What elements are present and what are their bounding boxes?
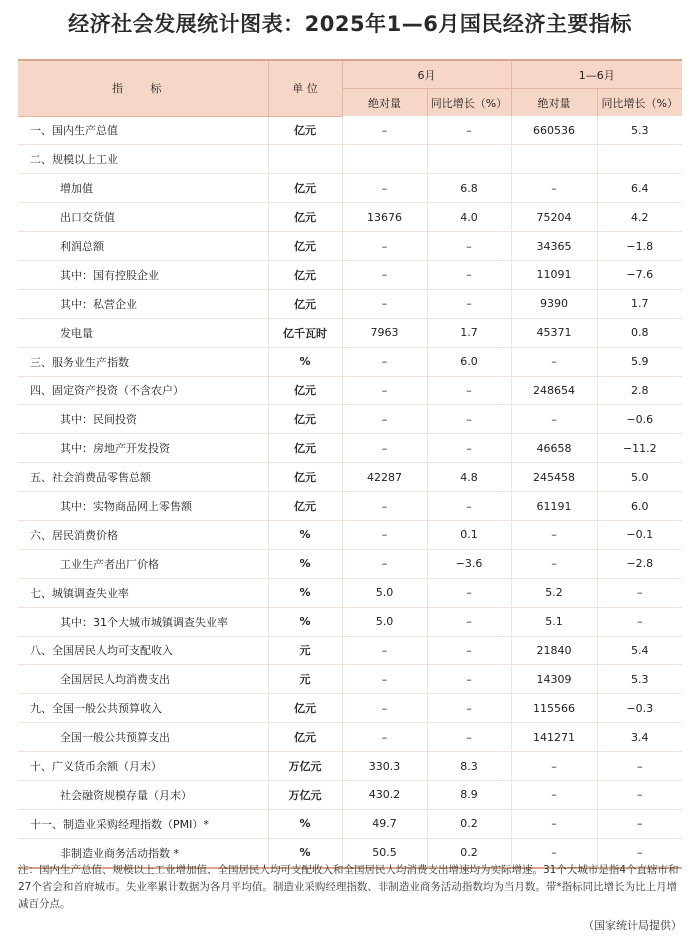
indicator-name: 增加值 — [18, 174, 268, 203]
indicator-name: 五、社会消费品零售总额 — [18, 463, 268, 492]
june-yoy-cell: – — [427, 723, 511, 752]
june-yoy-cell: – — [427, 607, 511, 636]
header-june-yoy: 同比增长（%） — [427, 89, 511, 117]
june-absolute-cell: – — [342, 174, 427, 203]
jan-jun-absolute-cell: 245458 — [511, 463, 597, 492]
table-row — [18, 694, 682, 723]
indicator-name: 三、服务业生产指数 — [18, 347, 268, 376]
indicator-name: 六、居民消费价格 — [18, 520, 268, 549]
june-absolute-cell: – — [342, 549, 427, 578]
jan-jun-yoy-cell — [597, 145, 682, 174]
indicator-name: 非制造业商务活动指数 * — [18, 838, 268, 867]
june-absolute-cell: – — [342, 232, 427, 261]
jan-jun-absolute-cell: 141271 — [511, 723, 597, 752]
june-absolute-cell: – — [342, 116, 427, 145]
june-absolute-cell: – — [342, 636, 427, 665]
table-row — [18, 607, 682, 636]
indicator-name: 其中：私营企业 — [18, 289, 268, 318]
jan-jun-absolute-cell: – — [511, 174, 597, 203]
unit-cell: 亿元 — [268, 405, 342, 434]
unit-cell — [268, 145, 342, 174]
june-absolute-cell — [342, 145, 427, 174]
jan-jun-absolute-cell: 46658 — [511, 434, 597, 463]
unit-cell: 万亿元 — [268, 752, 342, 781]
unit-cell: % — [268, 578, 342, 607]
jan-jun-yoy-cell: −2.8 — [597, 549, 682, 578]
june-yoy-cell: −3.6 — [427, 549, 511, 578]
jan-jun-absolute-cell: 61191 — [511, 492, 597, 521]
indicator-table — [18, 61, 682, 869]
unit-cell: 亿元 — [268, 723, 342, 752]
table-row — [18, 347, 682, 376]
june-yoy-cell: – — [427, 434, 511, 463]
jan-jun-absolute-cell: 21840 — [511, 636, 597, 665]
header-indicator: 指 标 — [18, 61, 268, 116]
unit-cell: % — [268, 607, 342, 636]
indicator-name: 八、全国居民人均可支配收入 — [18, 636, 268, 665]
unit-cell: % — [268, 809, 342, 838]
jan-jun-absolute-cell: 11091 — [511, 260, 597, 289]
indicator-name: 其中：实物商品网上零售额 — [18, 492, 268, 521]
june-absolute-cell: 13676 — [342, 203, 427, 232]
table-row — [18, 174, 682, 203]
june-yoy-cell: 4.0 — [427, 203, 511, 232]
indicator-name: 全国居民人均消费支出 — [18, 665, 268, 694]
jan-jun-yoy-cell: −0.6 — [597, 405, 682, 434]
jan-jun-yoy-cell: 3.4 — [597, 723, 682, 752]
jan-jun-yoy-cell: – — [597, 809, 682, 838]
june-absolute-cell: 7963 — [342, 318, 427, 347]
table-row — [18, 809, 682, 838]
jan-jun-absolute-cell: 115566 — [511, 694, 597, 723]
header-unit: 单 位 — [268, 61, 342, 116]
header-june-absolute: 绝对量 — [342, 89, 427, 117]
june-yoy-cell: – — [427, 260, 511, 289]
june-yoy-cell: – — [427, 405, 511, 434]
table-row — [18, 203, 682, 232]
june-yoy-cell: – — [427, 376, 511, 405]
june-yoy-cell: 0.2 — [427, 838, 511, 867]
june-absolute-cell: 42287 — [342, 463, 427, 492]
unit-cell: 元 — [268, 665, 342, 694]
table-row — [18, 376, 682, 405]
june-yoy-cell: 1.7 — [427, 318, 511, 347]
header-june: 6月 — [342, 61, 511, 89]
indicator-name: 出口交货值 — [18, 203, 268, 232]
table-row — [18, 232, 682, 261]
unit-cell: 亿元 — [268, 116, 342, 145]
jan-jun-yoy-cell: 5.9 — [597, 347, 682, 376]
june-yoy-cell: 0.2 — [427, 809, 511, 838]
jan-jun-yoy-cell: 6.0 — [597, 492, 682, 521]
unit-cell: 万亿元 — [268, 780, 342, 809]
june-yoy-cell: – — [427, 289, 511, 318]
table-row — [18, 463, 682, 492]
table-body — [18, 116, 682, 868]
table-row — [18, 145, 682, 174]
june-yoy-cell: – — [427, 665, 511, 694]
june-absolute-cell: – — [342, 376, 427, 405]
footnote: 注：国内生产总值、规模以上工业增加值、全国居民人均可支配收入和全国居民人均消费支出增速均为实际增速。31个大城市是指4个直辖市和27个省会和首府城市。失业率累计数据为各月平均值。制造业采购经理指数、非制造业商务活动指数均为当月数。带*指标同比增长为比上月增减百分点。 — [18, 864, 679, 910]
indicator-name: 其中：国有控股企业 — [18, 260, 268, 289]
june-absolute-cell: – — [342, 492, 427, 521]
june-yoy-cell: 6.0 — [427, 347, 511, 376]
june-absolute-cell: 5.0 — [342, 607, 427, 636]
jan-jun-absolute-cell: 5.2 — [511, 578, 597, 607]
jan-jun-absolute-cell: – — [511, 520, 597, 549]
header-jan-jun: 1—6月 — [511, 61, 682, 89]
jan-jun-absolute-cell: 5.1 — [511, 607, 597, 636]
june-absolute-cell: – — [342, 405, 427, 434]
table-row — [18, 520, 682, 549]
june-yoy-cell: – — [427, 578, 511, 607]
unit-cell: 亿元 — [268, 203, 342, 232]
table-row — [18, 780, 682, 809]
table-row — [18, 752, 682, 781]
june-absolute-cell: 430.2 — [342, 780, 427, 809]
table-row — [18, 636, 682, 665]
jan-jun-absolute-cell: 248654 — [511, 376, 597, 405]
jan-jun-absolute-cell: 660536 — [511, 116, 597, 145]
unit-cell: 元 — [268, 636, 342, 665]
indicator-name: 十、广义货币余额（月末） — [18, 752, 268, 781]
indicator-name: 利润总额 — [18, 232, 268, 261]
june-absolute-cell: – — [342, 694, 427, 723]
jan-jun-yoy-cell: – — [597, 607, 682, 636]
unit-cell: 亿元 — [268, 434, 342, 463]
jan-jun-absolute-cell: 75204 — [511, 203, 597, 232]
header-jan-jun-absolute: 绝对量 — [511, 89, 597, 117]
june-absolute-cell: 5.0 — [342, 578, 427, 607]
table-row — [18, 405, 682, 434]
unit-cell: % — [268, 838, 342, 867]
unit-cell: % — [268, 347, 342, 376]
jan-jun-yoy-cell: −0.1 — [597, 520, 682, 549]
jan-jun-yoy-cell: −7.6 — [597, 260, 682, 289]
table-header — [18, 61, 682, 116]
jan-jun-yoy-cell: 0.8 — [597, 318, 682, 347]
jan-jun-yoy-cell: 5.4 — [597, 636, 682, 665]
unit-cell: 亿元 — [268, 492, 342, 521]
jan-jun-yoy-cell: – — [597, 838, 682, 867]
indicator-name: 七、城镇调查失业率 — [18, 578, 268, 607]
table-row — [18, 665, 682, 694]
indicator-name: 全国一般公共预算支出 — [18, 723, 268, 752]
unit-cell: 亿元 — [268, 232, 342, 261]
jan-jun-absolute-cell: – — [511, 549, 597, 578]
june-absolute-cell: – — [342, 289, 427, 318]
jan-jun-absolute-cell: – — [511, 838, 597, 867]
table-row — [18, 492, 682, 521]
jan-jun-absolute-cell: – — [511, 405, 597, 434]
unit-cell: 亿千瓦时 — [268, 318, 342, 347]
indicator-name: 发电量 — [18, 318, 268, 347]
jan-jun-absolute-cell: – — [511, 809, 597, 838]
indicator-name: 其中：房地产开发投资 — [18, 434, 268, 463]
jan-jun-yoy-cell: 5.0 — [597, 463, 682, 492]
june-yoy-cell: 4.8 — [427, 463, 511, 492]
june-yoy-cell: – — [427, 116, 511, 145]
indicator-name: 工业生产者出厂价格 — [18, 549, 268, 578]
june-yoy-cell — [427, 145, 511, 174]
june-absolute-cell: – — [342, 347, 427, 376]
june-absolute-cell: – — [342, 520, 427, 549]
jan-jun-yoy-cell: 4.2 — [597, 203, 682, 232]
unit-cell: 亿元 — [268, 260, 342, 289]
jan-jun-absolute-cell: – — [511, 780, 597, 809]
unit-cell: % — [268, 549, 342, 578]
indicator-name: 其中：民间投资 — [18, 405, 268, 434]
june-absolute-cell: 330.3 — [342, 752, 427, 781]
header-jan-jun-yoy: 同比增长（%） — [597, 89, 682, 117]
june-absolute-cell: – — [342, 665, 427, 694]
june-yoy-cell: 0.1 — [427, 520, 511, 549]
indicator-name: 十一、制造业采购经理指数（PMI）* — [18, 809, 268, 838]
source-credit: （国家统计局提供） — [583, 919, 682, 932]
jan-jun-absolute-cell: 9390 — [511, 289, 597, 318]
unit-cell: % — [268, 520, 342, 549]
june-yoy-cell: 6.8 — [427, 174, 511, 203]
jan-jun-yoy-cell: 2.8 — [597, 376, 682, 405]
jan-jun-yoy-cell: – — [597, 780, 682, 809]
jan-jun-yoy-cell: – — [597, 752, 682, 781]
jan-jun-absolute-cell: – — [511, 347, 597, 376]
june-absolute-cell: 49.7 — [342, 809, 427, 838]
jan-jun-yoy-cell: −1.8 — [597, 232, 682, 261]
indicator-name: 九、全国一般公共预算收入 — [18, 694, 268, 723]
jan-jun-yoy-cell: 5.3 — [597, 116, 682, 145]
jan-jun-yoy-cell: 5.3 — [597, 665, 682, 694]
table-row — [18, 260, 682, 289]
jan-jun-absolute-cell — [511, 145, 597, 174]
table-row — [18, 318, 682, 347]
june-absolute-cell: – — [342, 260, 427, 289]
table-row — [18, 289, 682, 318]
jan-jun-yoy-cell: −11.2 — [597, 434, 682, 463]
june-yoy-cell: – — [427, 636, 511, 665]
indicator-name: 二、规模以上工业 — [18, 145, 268, 174]
indicator-name: 其中：31个大城市城镇调查失业率 — [18, 607, 268, 636]
jan-jun-absolute-cell: 45371 — [511, 318, 597, 347]
table-row — [18, 116, 682, 145]
jan-jun-yoy-cell: 6.4 — [597, 174, 682, 203]
june-yoy-cell: – — [427, 232, 511, 261]
june-yoy-cell: 8.3 — [427, 752, 511, 781]
unit-cell: 亿元 — [268, 463, 342, 492]
indicator-name: 一、国内生产总值 — [18, 116, 268, 145]
table-row — [18, 723, 682, 752]
jan-jun-absolute-cell: – — [511, 752, 597, 781]
unit-cell: 亿元 — [268, 289, 342, 318]
june-yoy-cell: – — [427, 694, 511, 723]
table-row — [18, 549, 682, 578]
june-absolute-cell: – — [342, 434, 427, 463]
june-absolute-cell: – — [342, 723, 427, 752]
indicator-name: 社会融资规模存量（月末） — [18, 780, 268, 809]
jan-jun-yoy-cell: −0.3 — [597, 694, 682, 723]
jan-jun-yoy-cell: 1.7 — [597, 289, 682, 318]
page-title: 经济社会发展统计图表：2025年1—6月国民经济主要指标 — [68, 12, 632, 36]
jan-jun-absolute-cell: 34365 — [511, 232, 597, 261]
unit-cell: 亿元 — [268, 694, 342, 723]
table-row — [18, 578, 682, 607]
unit-cell: 亿元 — [268, 174, 342, 203]
june-yoy-cell: 8.9 — [427, 780, 511, 809]
jan-jun-yoy-cell: – — [597, 578, 682, 607]
jan-jun-absolute-cell: 14309 — [511, 665, 597, 694]
june-yoy-cell: – — [427, 492, 511, 521]
table-row — [18, 434, 682, 463]
june-absolute-cell: 50.5 — [342, 838, 427, 867]
indicator-name: 四、固定资产投资（不含农户） — [18, 376, 268, 405]
unit-cell: 亿元 — [268, 376, 342, 405]
